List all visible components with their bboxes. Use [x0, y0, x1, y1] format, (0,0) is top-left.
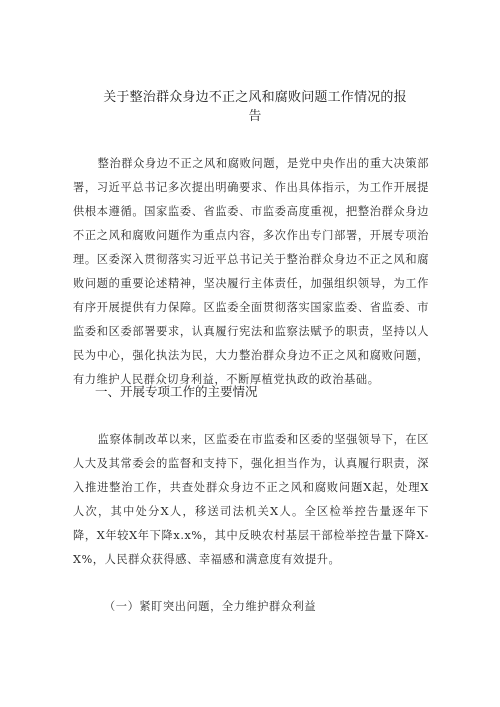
title-line-1: 关于整治群众身边不正之风和腐败问题工作情况的报 [103, 90, 407, 105]
section-heading: 一、开展专项工作的主要情况 [95, 384, 258, 399]
document-title [95, 88, 415, 126]
title-line-2: 告 [248, 109, 262, 124]
section-paragraph: 监察体制改革以来，区监委在市监委和区委的坚强领导下，在区人大及其常委会的监督和支持下，强化担当作为，认真履行职责，深入推进整治工作，共查处群众身边不正之风和腐败问题X起，处理X人次，其中处分X人，移送司法机关X人。全区检举控告量逐年下降，X年较X年下降x.x%，其中反映农村基层干部检举控告量下降X-X%，人民群众获得感、幸福感和满意度有效提升。 [73, 433, 429, 566]
subsection-heading: （一）紧盯突出问题，全力维护群众利益 [104, 600, 317, 613]
intro-paragraph: 整治群众身边不正之风和腐败问题，是党中央作出的重大决策部署，习近平总书记多次提出明确要求、作出具体指示，为工作开展提供根本遵循。国家监委、省监委、市监委高度重视，把整治群众身边不正之风和腐败问题作为重点内容，多次作出专门部署，开展专项治理。区委深入贯彻落实习近平总书记关于整治群众身边不正之风和腐败问题的重要论述精神，坚决履行主体责任，加强组织领导，为工作有序开展提供有力保障。区监委全面贯彻落实国家监委、省监委、市监委和区委部署要求，认真履行宪法和监察法赋予的职责，坚持以人民为中心，强化执法为民，大力整治群众身边不正之风和腐败问题，有力维护人民群众切身利益，不断厚植党执政的政治基础。 [73, 157, 429, 386]
